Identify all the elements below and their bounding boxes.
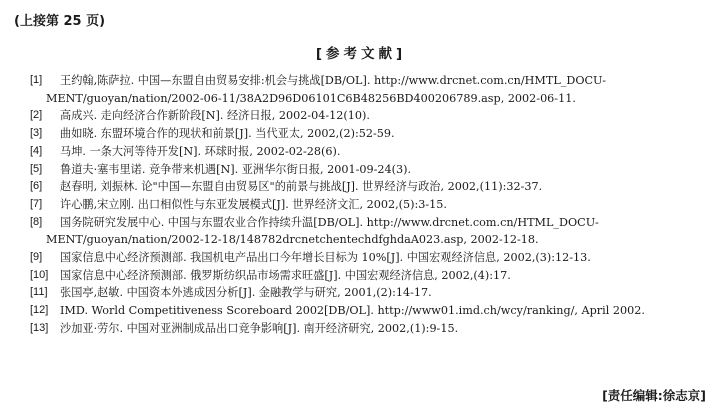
reference-number: [6] xyxy=(30,180,43,193)
reference-text: 沙加亚·劳尔. 中国对亚洲制成品出口竞争影响[J]. 南开经济研究, 2002,(1):9-15. xyxy=(60,321,459,335)
reference-number: [9] xyxy=(30,251,43,264)
reference-number: [7] xyxy=(30,197,43,210)
reference-text: 赵春明, 刘振林. 论"中国—东盟自由贸易区"的前景与挑战[J]. 世界经济与政治, 2002,(11):32-37. xyxy=(60,180,543,194)
reference-list xyxy=(0,72,722,338)
reference-entry xyxy=(0,72,722,107)
reference-entry xyxy=(0,320,722,338)
reference-text-continued: MENT/guoyan/nation/2002-06-11/38A2D96D06101C6B48256BD400206789.asp, 2002-06-11. xyxy=(46,91,576,105)
reference-entry xyxy=(0,284,722,302)
references-title: [参考文献] xyxy=(315,46,407,62)
reference-text: 王约翰,陈萨拉. 中国—东盟自由贸易安排:机会与挑战[DB/OL]. http://www.drcnet.com.cn/HMTL_DOCU- xyxy=(60,74,607,87)
reference-entry xyxy=(0,249,722,267)
reference-entry xyxy=(0,107,722,125)
reference-number: [11] xyxy=(30,286,48,299)
reference-text-continued: MENT/guoyan/nation/2002-12-18/148782drcnetchentechdfghdaA023.asp, 2002-12-18. xyxy=(46,233,539,247)
responsible-editor: [责任编辑:徐志京] xyxy=(602,388,706,403)
reference-number: [3] xyxy=(30,127,43,140)
reference-text: 马坤. 一条大河等待开发[N]. 环球时报, 2002-02-28(6). xyxy=(60,144,341,158)
reference-entry xyxy=(0,143,722,161)
reference-number: [4] xyxy=(30,144,43,157)
reference-text: 高成兴. 走向经济合作新阶段[N]. 经济日报, 2002-04-12(10). xyxy=(60,109,370,123)
reference-text: 国家信息中心经济预测部. 我国机电产品出口今年增长目标为 10%[J]. 中国宏观经济信息, 2002,(3):12-13. xyxy=(60,251,591,265)
reference-text: 张国亭,赵敏. 中国资本外逃成因分析[J]. 金融教学与研究, 2001,(2):14-17. xyxy=(60,286,432,300)
reference-number: [5] xyxy=(30,162,43,175)
reference-entry xyxy=(0,214,722,249)
reference-number: [1] xyxy=(30,74,43,86)
continued-note: (上接第 25 页) xyxy=(14,14,106,29)
reference-entry xyxy=(0,302,722,320)
reference-number: [8] xyxy=(30,215,43,228)
reference-number: [2] xyxy=(30,109,43,122)
reference-text: 曲如晓. 东盟环境合作的现状和前景[J]. 当代亚太, 2002,(2):52-59. xyxy=(60,127,395,141)
reference-number: [12] xyxy=(30,304,49,317)
reference-number: [13] xyxy=(30,321,49,334)
reference-text: IMD. World Competitiveness Scoreboard 2002[DB/OL]. http://www01.imd.ch/wcy/ranking/, April 2002. xyxy=(60,304,645,318)
reference-text: 鲁道夫·塞韦里诺. 竞争带来机遇[N]. 亚洲华尔街日报, 2001-09-24(3). xyxy=(60,162,412,176)
reference-number: [10] xyxy=(30,268,49,281)
reference-entry xyxy=(0,178,722,196)
reference-entry xyxy=(0,267,722,285)
reference-text: 国务院研究发展中心. 中国与东盟农业合作持续升温[DB/OL]. http://www.drcnet.com.cn/HTML_DOCU- xyxy=(60,215,599,229)
reference-text: 许心鹏,宋立刚. 出口相似性与东亚发展模式[J]. 世界经济文汇, 2002,(5):3-15. xyxy=(60,197,447,211)
reference-entry xyxy=(0,161,722,179)
reference-text: 国家信息中心经济预测部. 俄罗斯纺织品市场需求旺盛[J]. 中国宏观经济信息, 2002,(4):17. xyxy=(60,268,511,282)
reference-entry xyxy=(0,196,722,214)
reference-entry xyxy=(0,125,722,143)
